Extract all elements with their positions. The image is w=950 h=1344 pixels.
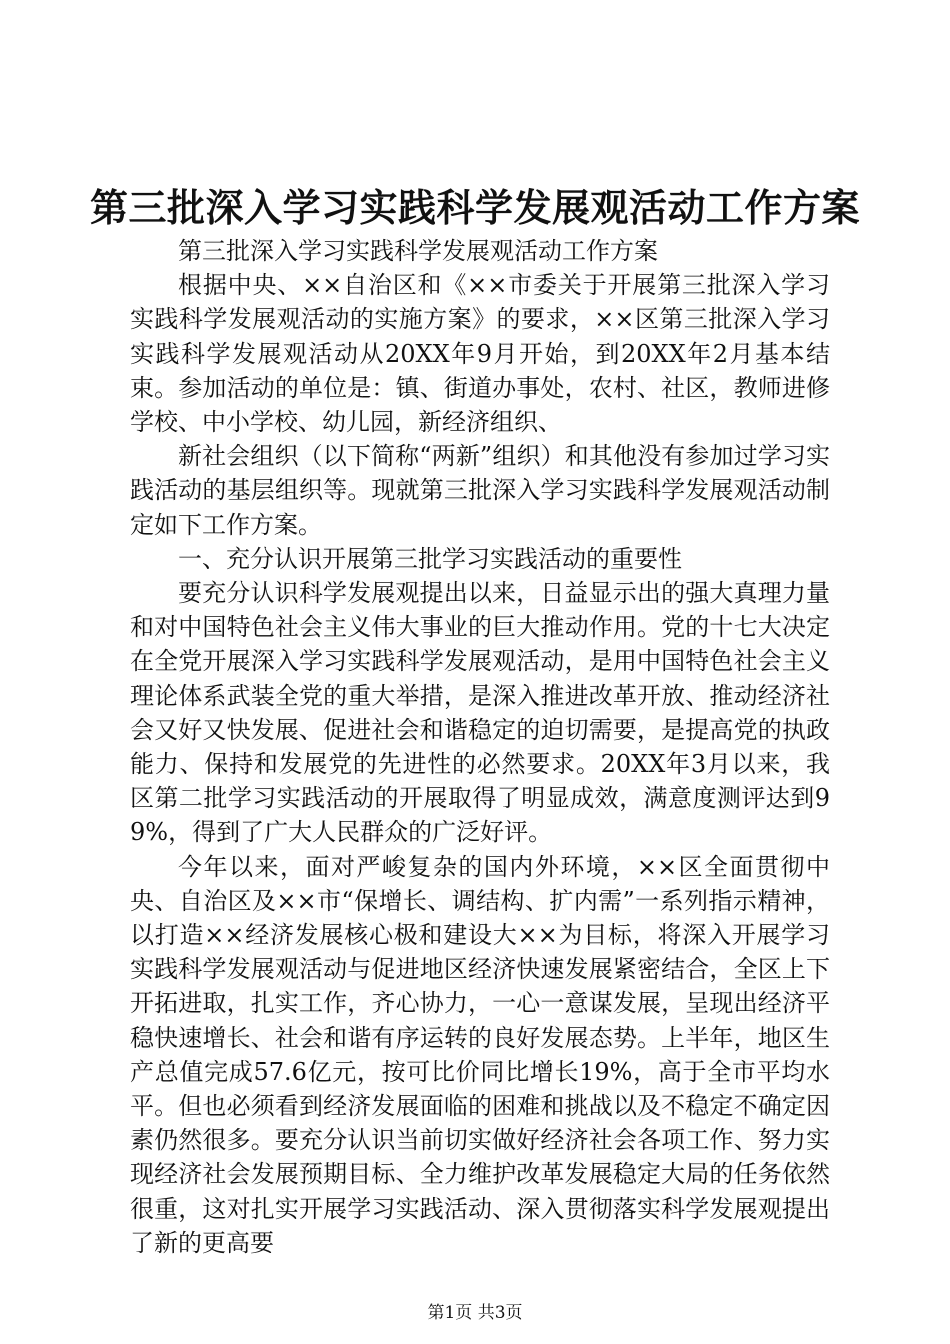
page-title: 第三批深入学习实践科学发展观活动工作方案: [89, 185, 860, 230]
paragraph-subtitle: 第三批深入学习实践科学发展观活动工作方案: [178, 237, 658, 265]
paragraph: 要充分认识科学发展观提出以来，日益显示出的强大真理力量和对中国特色社会主义伟大事业的巨大推动作用。党的十七大决定在全党开展深入学习实践科学发展观活动，是用中国特色社会主义理论体系武装全党的重大举措，是深入推进改革开放、推动经济社会又好又快发展、促进社会和谐稳定的迫切需要，是提高党的执政能力、保持和发展党的先进性的必然要求。20XX年3月以来，我区第二批学习实践活动的开展取得了明显成效，满意度测评达到99%，得到了广大人民群众的广泛好评。: [130, 579, 830, 847]
section-heading: 一、充分认识开展第三批学习实践活动的重要性: [178, 544, 682, 573]
document-body: [130, 234, 830, 1260]
paragraph: 根据中央、××自治区和《××市委关于开展第三批深入学习实践科学发展观活动的实施方案》的要求，××区第三批深入学习实践科学发展观活动从20XX年9月开始，到20XX年2月基本结束。参加活动的单位是：镇、街道办事处，农村、社区，教师进修学校、中小学校、幼儿园，新经济组织、: [130, 271, 830, 437]
paragraph: 新社会组织（以下简称“两新”组织）和其他没有参加过学习实践活动的基层组织等。现就第三批深入学习实践科学发展观活动制定如下工作方案。: [130, 442, 830, 539]
page-footer: 第1页 共3页: [427, 1303, 523, 1323]
paragraph: 今年以来，面对严峻复杂的国内外环境，××区全面贯彻中央、自治区及××市“保增长、调结构、扩内需”一系列指示精神，以打造××经济发展核心极和建设大××为目标，将深入开展学习实践科学发展观活动与促进地区经济快速发展紧密结合，全区上下开拓进取，扎实工作，齐心协力，一心一意谋发展，呈现出经济平稳快速增长、社会和谐有序运转的良好发展态势。上半年，地区生产总值完成57.6亿元，按可比价同比增长19%，高于全市平均水平。但也必须看到经济发展面临的困难和挑战以及不稳定不确定因素仍然很多。要充分认识当前切实做好经济社会各项工作、努力实现经济社会发展预期目标、全力维护改革发展稳定大局的任务依然很重，这对扎实开展学习实践活动、深入贯彻落实科学发展观提出了新的更高要: [130, 852, 830, 1257]
